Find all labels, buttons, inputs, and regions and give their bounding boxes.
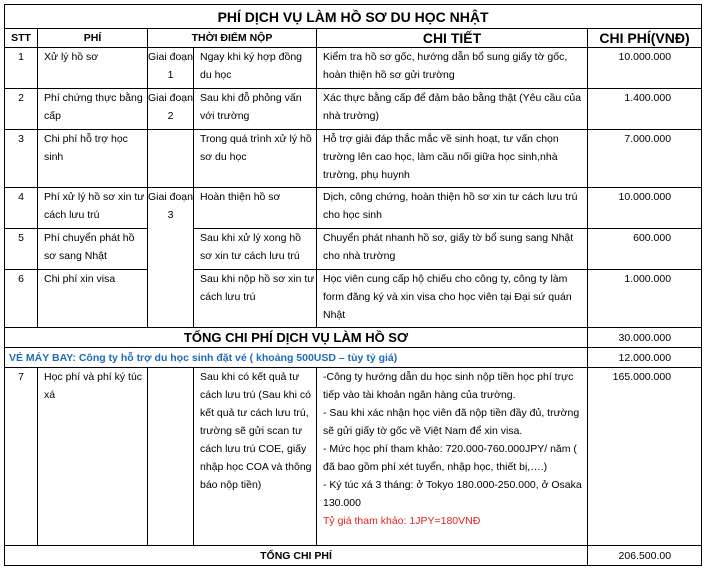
row-time: Ngay khi ký hợp đồng du học bbox=[194, 48, 317, 89]
tuition-detail bbox=[317, 368, 588, 546]
tuition-detail-line: - Ký túc xá 3 tháng: ở Tokyo 180.000-250.000, ở Osaka 130.000 bbox=[323, 479, 582, 509]
row-detail: Chuyển phát nhanh hồ sơ, giấy tờ bổ sung sang Nhật cho nhà trường bbox=[317, 229, 588, 270]
row-detail: Kiểm tra hồ sơ gốc, hướng dẫn bổ sung giấy tờ gốc, hoàn thiện hồ sơ gửi trường bbox=[317, 48, 588, 89]
row-fee: Học phí và phí ký túc xá bbox=[38, 368, 148, 546]
row-cost: 600.000 bbox=[588, 229, 702, 270]
header-stt: STT bbox=[5, 29, 38, 48]
table-row bbox=[5, 130, 702, 188]
exchange-rate-note: Tỷ giá tham khảo: 1JPY=180VNĐ bbox=[323, 515, 481, 527]
row-cost: 7.000.000 bbox=[588, 130, 702, 188]
row-cost: 10.000.000 bbox=[588, 48, 702, 89]
table-row bbox=[5, 270, 702, 328]
fee-table bbox=[4, 4, 702, 566]
row-stt: 3 bbox=[5, 130, 38, 188]
table-row bbox=[5, 89, 702, 130]
row-fee: Phí chứng thực bằng cấp bbox=[38, 89, 148, 130]
table-row bbox=[5, 368, 702, 546]
row-stage-empty bbox=[148, 368, 194, 546]
row-fee: Phí chuyển phát hồ sơ sang Nhật bbox=[38, 229, 148, 270]
header-cost: CHI PHÍ(VNĐ) bbox=[588, 29, 702, 48]
row-stage: Giai đoạn 3 bbox=[148, 188, 194, 328]
table-row bbox=[5, 48, 702, 89]
row-detail: Học viên cung cấp hộ chiếu cho công ty, công ty làm form đăng ký và xin visa cho học viên tại Đại sứ quán Nhật bbox=[317, 270, 588, 328]
row-stt: 2 bbox=[5, 89, 38, 130]
row-detail: Hỗ trợ giải đáp thắc mắc về sinh hoạt, tư vấn chọn trường lên cao học, làm cầu nối giữa học sinh,nhà trường, phụ huynh bbox=[317, 130, 588, 188]
row-time: Sau khi đỗ phỏng vấn với trường bbox=[194, 89, 317, 130]
row-time: Hoàn thiện hồ sơ bbox=[194, 188, 317, 229]
service-total-label: TỔNG CHI PHÍ DỊCH VỤ LÀM HỒ SƠ bbox=[5, 328, 588, 348]
grand-total-label: TỔNG CHI PHÍ bbox=[5, 546, 588, 566]
tuition-detail-line: -Công ty hướng dẫn du học sinh nộp tiền học phí trực tiếp vào tài khoản ngân hàng của trường. bbox=[323, 371, 574, 401]
flight-label: VÉ MÁY BAY: Công ty hỗ trợ du học sinh đặt vé ( khoảng 500USD – tùy tỷ giá) bbox=[5, 348, 588, 368]
row-stage: Giai đoạn 1 bbox=[148, 48, 194, 89]
row-stt: 6 bbox=[5, 270, 38, 328]
row-cost: 1.000.000 bbox=[588, 270, 702, 328]
row-cost: 165.000.000 bbox=[588, 368, 702, 546]
row-cost: 1.400.000 bbox=[588, 89, 702, 130]
flight-value: 12.000.000 bbox=[588, 348, 702, 368]
row-stt: 1 bbox=[5, 48, 38, 89]
table-row bbox=[5, 188, 702, 229]
grand-total-value: 206.500.00 bbox=[588, 546, 702, 566]
row-detail: Xác thực bằng cấp để đảm bảo bằng thật (Yêu cầu của nhà trường) bbox=[317, 89, 588, 130]
row-time: Sau khi có kết quả tư cách lưu trú (Sau khi có kết quả tư cách lưu trú, trường sẽ gửi scan tư cách lưu trú COE, giấy nhập học COA và thông báo nộp tiền) bbox=[194, 368, 317, 546]
row-detail: Dịch, công chứng, hoàn thiện hồ sơ xin tư cách lưu trú cho học sinh bbox=[317, 188, 588, 229]
row-fee: Phí xử lý hồ sơ xin tư cách lưu trú bbox=[38, 188, 148, 229]
header-time: THỜI ĐIỂM NỘP bbox=[148, 29, 317, 48]
row-stt: 7 bbox=[5, 368, 38, 546]
service-total-value: 30.000.000 bbox=[588, 328, 702, 348]
row-time: Sau khi xử lý xong hồ sơ xin tư cách lưu trú bbox=[194, 229, 317, 270]
header-fee: PHÍ bbox=[38, 29, 148, 48]
row-fee: Chi phí xin visa bbox=[38, 270, 148, 328]
row-time: Trong quá trình xử lý hồ sơ du học bbox=[194, 130, 317, 188]
page-title: PHÍ DỊCH VỤ LÀM HỒ SƠ DU HỌC NHẬT bbox=[5, 5, 702, 29]
header-detail: CHI TIẾT bbox=[317, 29, 588, 48]
row-stage: Giai đoạn 2 bbox=[148, 89, 194, 130]
row-cost: 10.000.000 bbox=[588, 188, 702, 229]
row-fee: Xử lý hồ sơ bbox=[38, 48, 148, 89]
table-row bbox=[5, 229, 702, 270]
row-stage-empty bbox=[148, 130, 194, 188]
row-time: Sau khi nộp hồ sơ xin tư cách lưu trú bbox=[194, 270, 317, 328]
row-stt: 5 bbox=[5, 229, 38, 270]
tuition-detail-line: - Sau khi xác nhận học viên đã nộp tiền đầy đủ, trường sẽ gửi giấy tờ gốc về Việt Nam để xin visa. bbox=[323, 407, 580, 437]
row-fee: Chi phí hỗ trợ học sinh bbox=[38, 130, 148, 188]
tuition-detail-line: - Mức học phí tham khảo: 720.000-760.000JPY/ năm ( đã bao gồm phí xét tuyển, nhập học, thiết bị,….) bbox=[323, 443, 577, 473]
row-stt: 4 bbox=[5, 188, 38, 229]
